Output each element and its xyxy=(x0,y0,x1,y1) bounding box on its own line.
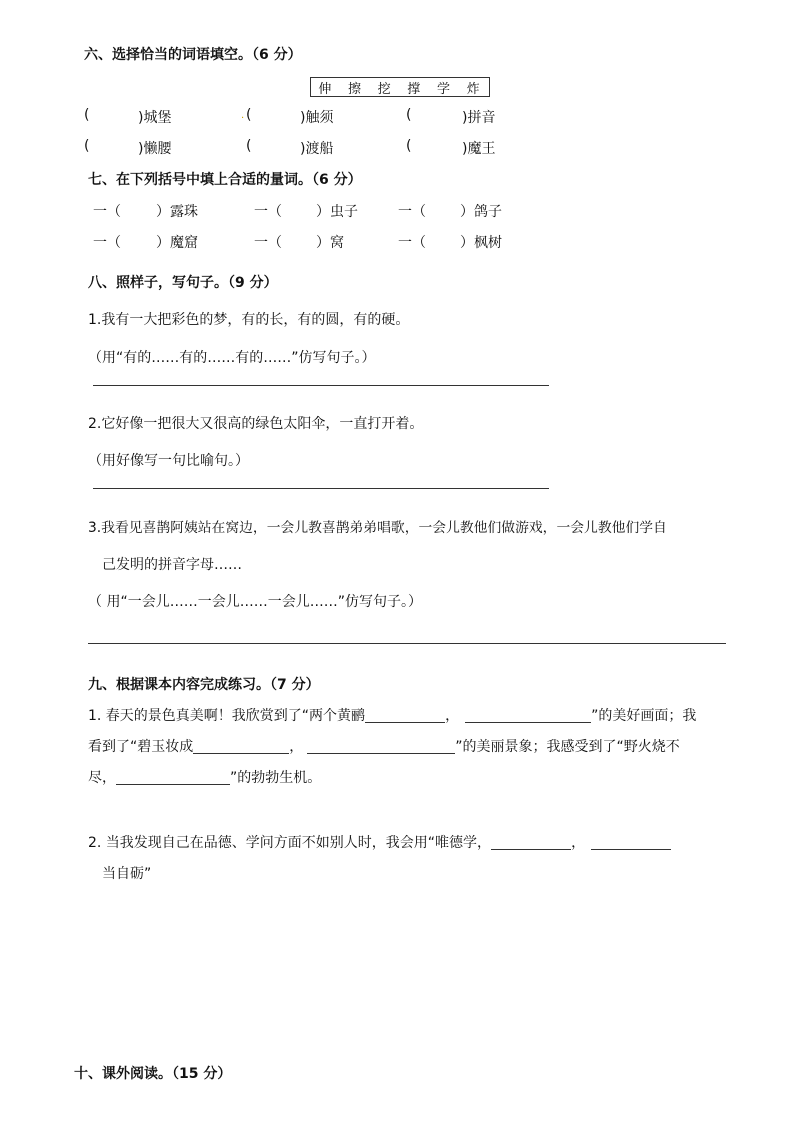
answer-blank[interactable] xyxy=(465,708,591,723)
text: ， xyxy=(571,835,586,851)
measure-item: ）鸽子 xyxy=(460,204,502,220)
word-choice: 伸 xyxy=(318,81,334,97)
fill-paren-open: ( xyxy=(246,107,252,123)
answer-line[interactable] xyxy=(88,643,726,644)
word-choice-box xyxy=(310,77,490,97)
question-8-3: 3.我看见喜鹊阿姨站在窝边，一会儿教喜鹊弟弟唱歌，一会儿教他们做游戏，一会儿教他们学自 xyxy=(88,520,667,536)
question-9-1-line3 xyxy=(88,767,321,787)
question-8-2-hint: （用好像写一句比喻句。） xyxy=(88,453,249,469)
question-9-1-line2 xyxy=(88,736,680,756)
measure-item: ）枫树 xyxy=(460,235,502,251)
fill-item: )魔王 xyxy=(462,141,496,157)
text: ， xyxy=(445,708,460,724)
section-7-title: 七、在下列括号中填上合适的量词。（6 分） xyxy=(88,172,362,188)
text: ”的勃勃生机。 xyxy=(230,770,322,786)
word-choice: 挖 xyxy=(377,81,393,97)
section-8-title: 八、照样子，写句子。（9 分） xyxy=(88,275,278,291)
measure-prefix: 一（ xyxy=(398,235,426,251)
text: 尽， xyxy=(88,770,116,786)
question-9-2-line2: 当自砺” xyxy=(102,866,152,882)
measure-prefix: 一（ xyxy=(254,204,282,220)
measure-item: ）魔窟 xyxy=(156,235,198,251)
measure-prefix: 一（ xyxy=(93,235,121,251)
section-10-title: 十、课外阅读。（15 分） xyxy=(74,1066,232,1082)
measure-prefix: 一（ xyxy=(398,204,426,220)
word-choice: 学 xyxy=(436,81,452,97)
fill-item: )渡船 xyxy=(300,141,334,157)
fill-paren-open: ( xyxy=(84,138,90,154)
text: ， xyxy=(289,739,304,755)
question-8-3-hint: （ 用“一会儿……一会儿……一会儿……”仿写句子。） xyxy=(88,594,422,610)
text: ”的美丽景象；我感受到了“野火烧不 xyxy=(455,739,680,755)
text: 1. 春天的景色真美啊！我欣赏到了“两个黄鹂 xyxy=(88,708,366,724)
text: ”的美好画面；我 xyxy=(591,708,697,724)
answer-blank[interactable] xyxy=(307,739,455,754)
stray-dot: . xyxy=(241,110,245,121)
question-9-1-line1 xyxy=(88,705,696,725)
fill-item: )城堡 xyxy=(138,110,172,126)
word-choice: 擦 xyxy=(347,81,363,97)
measure-prefix: 一（ xyxy=(93,204,121,220)
word-choice: 撑 xyxy=(407,81,423,97)
answer-blank[interactable] xyxy=(116,770,230,785)
answer-blank[interactable] xyxy=(591,835,671,850)
answer-line[interactable] xyxy=(93,385,549,386)
answer-blank[interactable] xyxy=(365,708,445,723)
fill-paren-open: ( xyxy=(406,107,412,123)
text: 看到了“碧玉妆成 xyxy=(88,739,194,755)
measure-prefix: 一（ xyxy=(254,235,282,251)
fill-paren-open: ( xyxy=(246,138,252,154)
question-8-3-cont: 己发明的拼音字母…… xyxy=(102,557,242,573)
answer-line[interactable] xyxy=(93,488,549,489)
text: 2. 当我发现自己在品德、学问方面不如别人时，我会用“唯德学， xyxy=(88,835,492,851)
measure-item: ）虫子 xyxy=(316,204,358,220)
question-8-1-hint: （用“有的……有的……有的……”仿写句子。） xyxy=(88,350,376,366)
word-choice: 炸 xyxy=(466,81,482,97)
answer-blank[interactable] xyxy=(491,835,571,850)
answer-blank[interactable] xyxy=(193,739,289,754)
fill-paren-open: ( xyxy=(406,138,412,154)
question-8-2: 2.它好像一把很大又很高的绿色太阳伞，一直打开着。 xyxy=(88,416,424,432)
section-9-title: 九、根据课本内容完成练习。（7 分） xyxy=(88,677,320,693)
fill-paren-open: ( xyxy=(84,107,90,123)
section-6-title: 六、选择恰当的词语填空。（6 分） xyxy=(84,47,302,63)
measure-item: ）窝 xyxy=(316,235,344,251)
measure-item: ）露珠 xyxy=(156,204,198,220)
question-9-2-line1 xyxy=(88,832,671,852)
fill-item: )触须 xyxy=(300,110,334,126)
fill-item: )拼音 xyxy=(462,110,496,126)
fill-item: )懒腰 xyxy=(138,141,172,157)
question-8-1: 1.我有一大把彩色的梦，有的长，有的圆，有的硬。 xyxy=(88,312,410,328)
